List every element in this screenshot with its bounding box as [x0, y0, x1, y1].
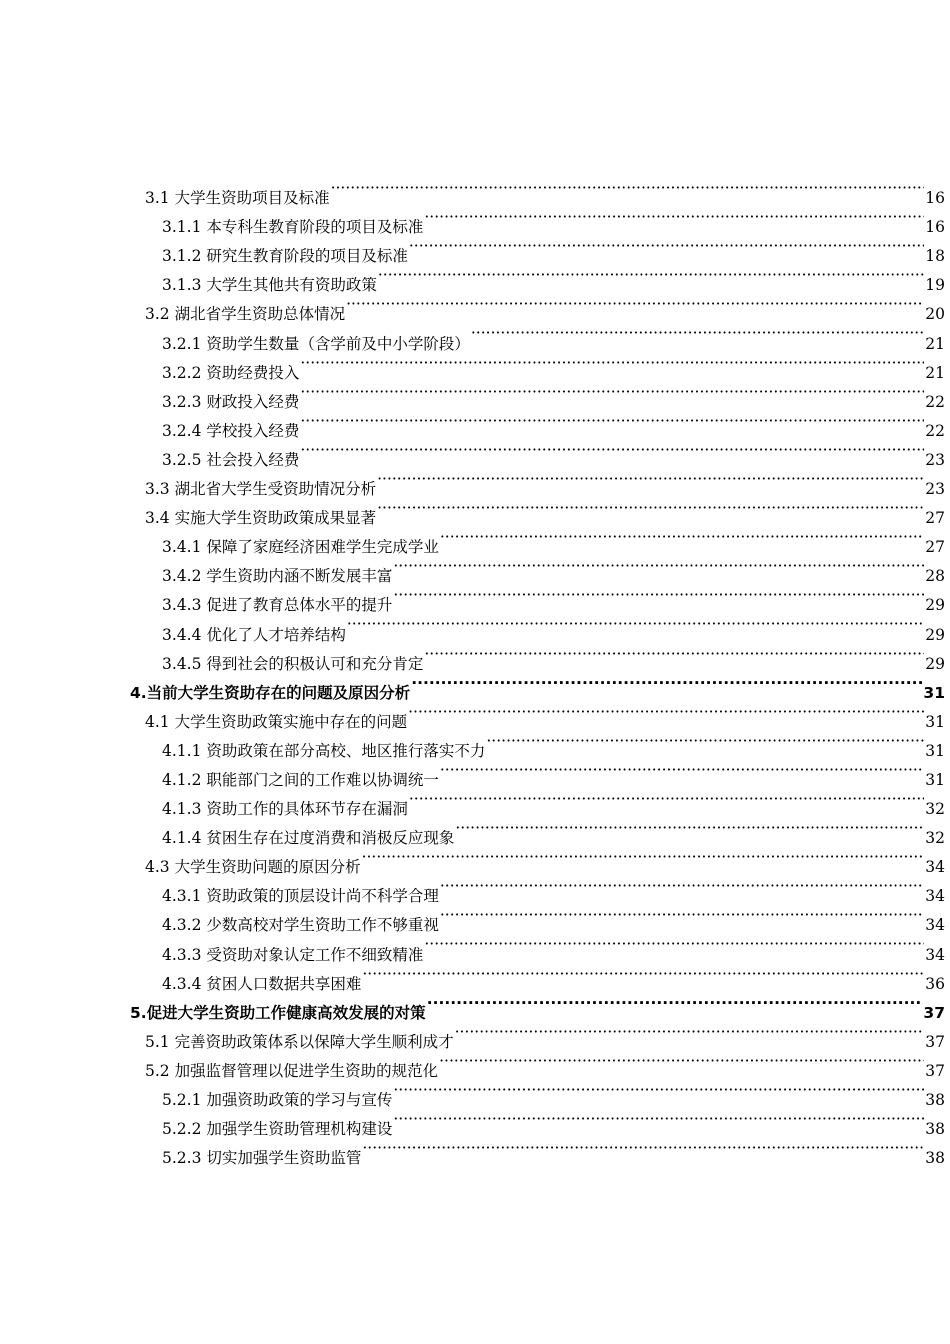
dot-leader: [347, 610, 924, 639]
toc-entry-title: 5.2.3 切实加强学生资助监管: [162, 1149, 362, 1168]
dot-leader: [300, 407, 924, 436]
toc-entry-page-number: 38: [925, 1120, 945, 1139]
toc-entry-level-2[interactable]: [0, 494, 945, 528]
toc-entry-page-number: 34: [925, 945, 945, 964]
dot-leader: [362, 960, 924, 989]
dot-leader: [439, 1047, 924, 1076]
dot-leader: [455, 814, 924, 843]
toc-entry-title: 3.2.2 资助经费投入: [162, 363, 300, 382]
toc-entry-level-3[interactable]: [0, 552, 945, 586]
toc-entry-title: 3.4.5 得到社会的积极认可和充分肯定: [162, 654, 424, 673]
toc-entry-page-number: 31: [925, 770, 945, 789]
toc-entry-page-number: 28: [925, 567, 945, 586]
toc-entry-title: 4.1.3 资助工作的具体环节存在漏洞: [162, 800, 408, 819]
dot-leader: [409, 232, 924, 261]
dot-leader: [440, 756, 924, 785]
toc-entry-page-number: 37: [925, 1032, 945, 1051]
toc-entry-title: 3.2.5 社会投入经费: [162, 450, 300, 469]
toc-entry-page-number: 36: [925, 974, 945, 993]
dot-leader: [440, 872, 924, 901]
table-of-contents: [0, 174, 950, 1168]
dot-leader: [455, 1018, 925, 1047]
toc-entry-title: 5.2 加强监督管理以促进学生资助的规范化: [145, 1061, 439, 1080]
toc-entry-page-number: 37: [923, 1003, 945, 1022]
toc-entry-level-3[interactable]: [0, 872, 945, 906]
toc-entry-page-number: 29: [925, 654, 945, 673]
toc-entry-title: 3.4.2 学生资助内涵不断发展丰富: [162, 567, 393, 586]
toc-entry-title: 3.2 湖北省学生资助总体情况: [145, 305, 346, 324]
toc-entry-level-3[interactable]: [0, 581, 945, 615]
toc-entry-page-number: 19: [925, 276, 945, 295]
toc-entry-title: 4.1.2 职能部门之间的工作难以协调统一: [162, 770, 439, 789]
toc-entry-title: 4.3.2 少数高校对学生资助工作不够重视: [162, 916, 439, 935]
toc-entry-level-3[interactable]: [0, 261, 945, 295]
dot-leader: [440, 523, 924, 552]
toc-entry-level-3[interactable]: [0, 901, 945, 935]
toc-entry-level-3[interactable]: [0, 349, 945, 382]
dot-leader: [393, 552, 924, 581]
toc-entry-level-3[interactable]: [0, 232, 945, 266]
toc-entry-level-3[interactable]: [0, 960, 945, 993]
toc-entry-page-number: 27: [925, 509, 945, 528]
toc-entry-title: 4.3.4 贫困人口数据共享困难: [162, 974, 362, 993]
dot-leader: [300, 378, 924, 407]
toc-entry-level-3[interactable]: [0, 814, 945, 848]
toc-entry-title: 4.当前大学生资助存在的问题及原因分析: [130, 683, 411, 702]
toc-entry-page-number: 21: [925, 334, 945, 353]
toc-entry-title: 5.促进大学生资助工作健康高效发展的对策: [130, 1003, 426, 1022]
toc-entry-level-3[interactable]: [0, 203, 945, 237]
toc-entry-title: 4.3 大学生资助问题的原因分析: [145, 858, 361, 877]
toc-entry-page-number: 31: [923, 683, 945, 702]
toc-entry-level-3[interactable]: [0, 1076, 945, 1109]
toc-entry-level-3[interactable]: [0, 785, 945, 819]
toc-entry-level-3[interactable]: [0, 319, 945, 353]
dot-leader: [408, 698, 924, 727]
toc-entry-page-number: 38: [925, 1091, 945, 1109]
toc-entry-title: 3.4 实施大学生资助政策成果显著: [145, 509, 377, 528]
toc-entry-page-number: 27: [925, 538, 945, 557]
toc-entry-title: 4.1 大学生资助政策实施中存在的问题: [145, 712, 408, 731]
toc-entry-title: 4.3.1 资助政策的顶层设计尚不科学合理: [162, 887, 439, 906]
dot-leader: [427, 989, 923, 1018]
toc-entry-page-number: 31: [925, 712, 945, 731]
toc-entry-level-1[interactable]: [0, 669, 945, 702]
toc-entry-level-2[interactable]: [0, 465, 945, 499]
dot-leader: [486, 727, 924, 756]
dot-leader: [393, 1105, 924, 1134]
toc-entry-page-number: 29: [925, 596, 945, 615]
dot-leader: [424, 640, 924, 669]
toc-entry-page-number: 34: [925, 916, 945, 935]
dot-leader: [377, 465, 924, 494]
dot-leader: [300, 349, 924, 378]
toc-entry-title: 3.1.2 研究生教育阶段的项目及标准: [162, 247, 408, 266]
toc-entry-level-3[interactable]: [0, 756, 945, 789]
toc-entry-level-3[interactable]: [0, 407, 945, 440]
toc-entry-page-number: 16: [925, 218, 945, 237]
dot-leader: [300, 436, 924, 465]
toc-entry-page-number: 23: [925, 480, 945, 499]
toc-entry-level-3[interactable]: [0, 1134, 945, 1168]
toc-entry-page-number: 34: [925, 858, 945, 877]
toc-entry-level-3[interactable]: [0, 610, 945, 644]
dot-leader: [393, 1076, 924, 1105]
toc-entry-page-number: 32: [925, 800, 945, 819]
dot-leader: [424, 930, 924, 959]
toc-entry-level-1[interactable]: [0, 989, 945, 1022]
toc-entry-level-2[interactable]: [0, 1018, 945, 1051]
toc-entry-title: 4.1.1 资助政策在部分高校、地区推行落实不力: [162, 741, 486, 760]
dot-leader: [424, 203, 924, 232]
toc-entry-page-number: 37: [925, 1061, 945, 1080]
toc-entry-page-number: 16: [925, 189, 945, 208]
toc-entry-title: 3.4.4 优化了人才培养结构: [162, 625, 346, 644]
toc-entry-title: 5.2.2 加强学生资助管理机构建设: [162, 1120, 393, 1139]
toc-entry-page-number: 34: [925, 887, 945, 906]
toc-entry-level-3[interactable]: [0, 523, 945, 557]
dot-leader: [378, 261, 924, 290]
toc-entry-page-number: 22: [925, 421, 945, 440]
toc-entry-title: 5.2.1 加强资助政策的学习与宣传: [162, 1091, 393, 1109]
toc-entry-title: 4.1.4 贫困生存在过度消费和消极反应现象: [162, 829, 455, 848]
toc-entry-page-number: 29: [925, 625, 945, 644]
dot-leader: [440, 901, 924, 930]
toc-entry-level-2[interactable]: [0, 174, 945, 208]
dot-leader: [411, 669, 922, 698]
toc-entry-title: 3.4.1 保障了家庭经济困难学生完成学业: [162, 538, 439, 557]
toc-entry-title: 3.4.3 促进了教育总体水平的提升: [162, 596, 393, 615]
toc-entry-level-3[interactable]: [0, 727, 945, 760]
toc-entry-title: 3.1.3 大学生其他共有资助政策: [162, 276, 377, 295]
toc-entry-page-number: 32: [925, 829, 945, 848]
toc-entry-level-2[interactable]: [0, 843, 945, 877]
toc-entry-page-number: 21: [925, 363, 945, 382]
toc-entry-level-3[interactable]: [0, 378, 945, 411]
dot-leader: [393, 581, 924, 610]
toc-entry-page-number: 31: [925, 741, 945, 760]
toc-entry-page-number: 23: [925, 450, 945, 469]
dot-leader: [331, 174, 925, 203]
dot-leader: [471, 319, 924, 348]
toc-entry-level-2[interactable]: [0, 1047, 945, 1080]
toc-entry-level-3[interactable]: [0, 436, 945, 469]
toc-entry-title: 4.3.3 受资助对象认定工作不细致精准: [162, 945, 424, 964]
toc-entry-page-number: 20: [925, 305, 945, 324]
toc-entry-page-number: 38: [925, 1149, 945, 1168]
toc-entry-page-number: 18: [925, 247, 945, 266]
dot-leader: [362, 1134, 924, 1163]
toc-entry-level-2[interactable]: [0, 698, 945, 731]
toc-entry-level-3[interactable]: [0, 1105, 945, 1139]
toc-entry-title: 3.2.3 财政投入经费: [162, 392, 300, 411]
toc-entry-title: 3.1 大学生资助项目及标准: [145, 189, 330, 208]
toc-entry-page-number: 22: [925, 392, 945, 411]
toc-entry-level-2[interactable]: [0, 290, 945, 324]
toc-entry-title: 5.1 完善资助政策体系以保障大学生顺利成才: [145, 1032, 454, 1051]
dot-leader: [362, 843, 925, 872]
toc-entry-level-3[interactable]: [0, 640, 945, 673]
toc-entry-title: 3.2.4 学校投入经费: [162, 421, 300, 440]
toc-entry-level-3[interactable]: [0, 930, 945, 964]
toc-entry-title: 3.2.1 资助学生数量（含学前及中小学阶段）: [162, 334, 470, 353]
toc-entry-title: 3.3 湖北省大学生受资助情况分析: [145, 480, 377, 499]
dot-leader: [409, 785, 924, 814]
dot-leader: [346, 290, 924, 319]
toc-entry-title: 3.1.1 本专科生教育阶段的项目及标准: [162, 218, 424, 237]
dot-leader: [377, 494, 924, 523]
